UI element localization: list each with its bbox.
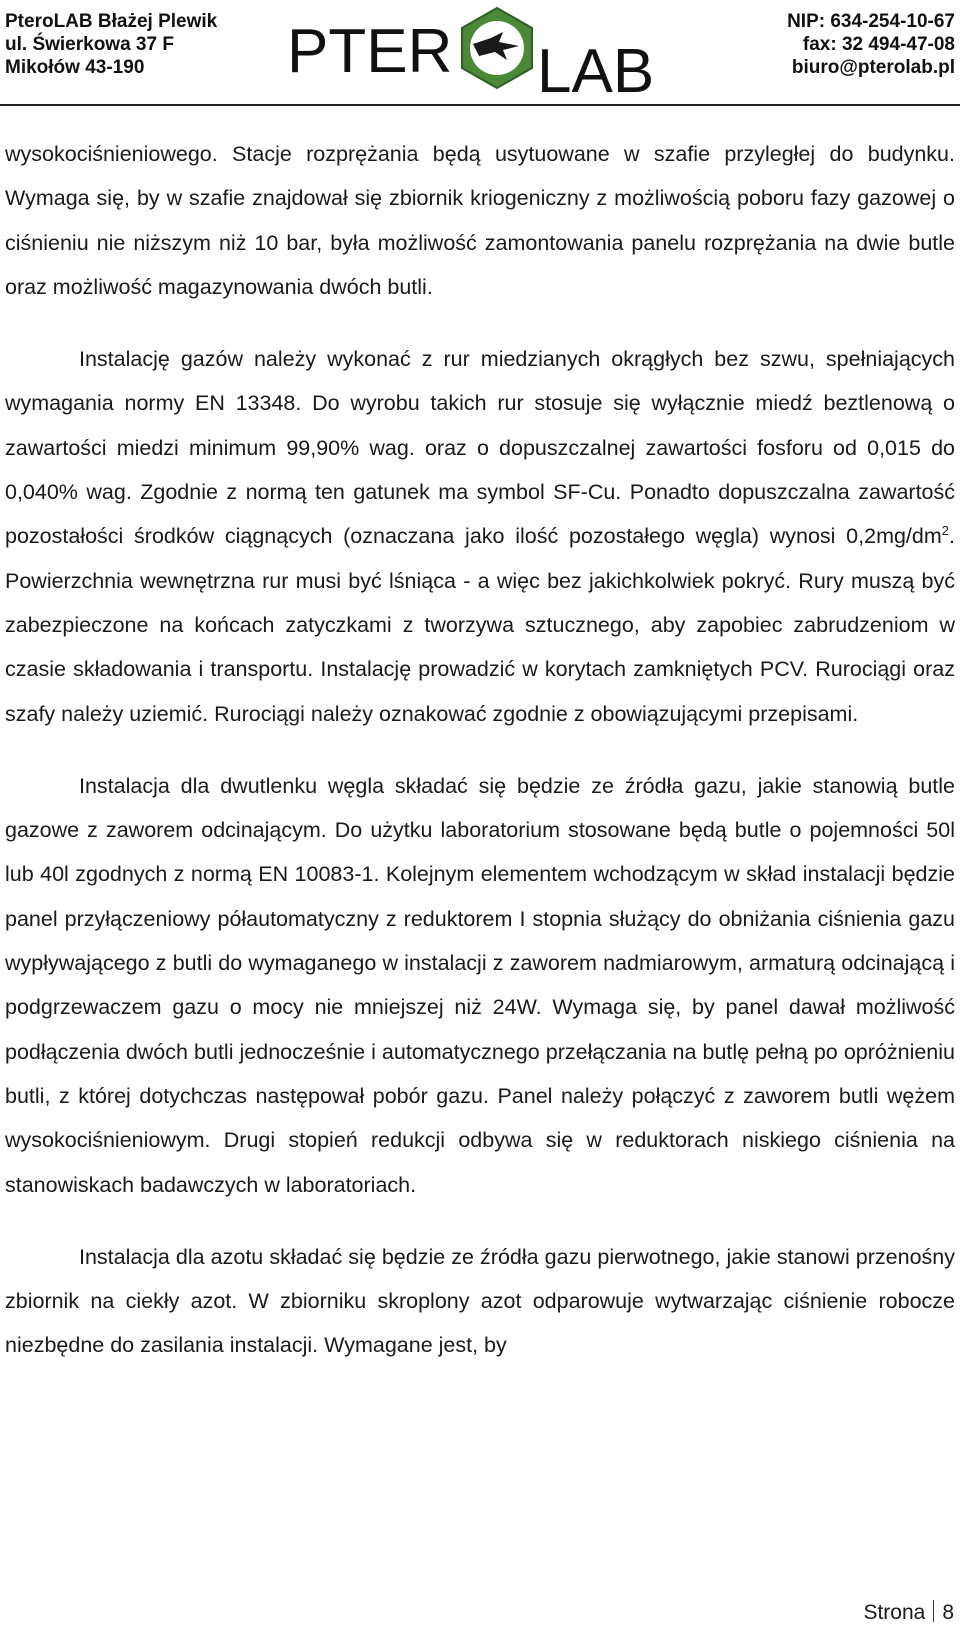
company-fax: fax: 32 494-47-08 bbox=[802, 34, 955, 55]
document-body bbox=[5, 132, 955, 1396]
company-name: PteroLAB Błażej Plewik bbox=[5, 11, 218, 32]
company-address bbox=[5, 10, 217, 79]
paragraph-4: Instalacja dla azotu składać się będzie ze źródła gazu pierwotnego, jakie stanowi przenośny zbiornik na ciekły azot. W zbiorniku skroplony azot odparowuje wytwarzając ciśnienie robocze niezbędne do zasilania instalacji. Wymagane jest, by bbox=[5, 1244, 955, 1358]
logo-hexagon-icon bbox=[462, 8, 532, 88]
company-nip: NIP: 634-254-10-67 bbox=[787, 11, 955, 32]
logo-text-left: PTER bbox=[287, 17, 453, 86]
paragraph-2-text-a: Instalację gazów należy wykonać z rur miedzianych okrągłych bez szwu, spełniających wymagania normy EN 13348. Do wyrobu takich rur stosuje się wyłącznie miedź beztlenową o zawartości miedzi minimum 99,90% wag. oraz o dopuszczalnej zawartości fosforu od 0,015 do 0,040% wag. Zgodnie z normą ten gatunek ma symbol SF-Cu. Ponadto dopuszczalna zawartość pozostałości środków ciągnących (oznaczana jako ilość pozostałego węgla) wynosi 0,2mg/dm bbox=[5, 347, 955, 549]
company-email: biuro@pterolab.pl bbox=[791, 57, 955, 78]
paragraph-2-text-b: . Powierzchnia wewnętrzna rur musi być lśniąca - a więc bez jakichkolwiek pokryć. Rury muszą być zabezpieczone na końcach zatyczkami z tworzywa sztucznego, aby zapobiec zabrudzeniom w czasie składowania i transportu. Instalację prowadzić w korytach zamkniętych PCV. Rurociągi oraz szafy należy uziemić. Rurociągi należy oznakować zgodnie z obowiązującymi przepisami. bbox=[5, 524, 955, 726]
company-street: ul. Świerkowa 37 F bbox=[5, 34, 174, 55]
superscript-2: 2 bbox=[941, 523, 950, 539]
paragraph-3: Instalacja dla dwutlenku węgla składać się będzie ze źródła gazu, jakie stanowią butle gazowe z zaworem odcinającym. Do użytku laboratorium stosowane będą butle o pojemności 50l lub 40l zgodnych z normą EN 10083-1. Kolejnym elementem wchodzącym w skład instalacji będzie panel przyłączeniowy półautomatyczny z reduktorem I stopnia służący do obniżania ciśnienia gazu wypływającego z butli do wymaganego w instalacji z zaworem nadmiarowym, armaturą odcinającą i podgrzewaczem gazu o mocy nie mniejszej niż 24W. Wymaga się, by panel dawał możliwość podłączenia dwóch butli jednocześnie i automatycznego przełączania na butlę pełną po opróżnieniu butli, z której dotychczas następował pobór gazu. Panel należy połączyć z zaworem butli wężem wysokociśnieniowym. Drugi stopień redukcji odbywa się w reduktorach niskiego ciśnienia na stanowiskach badawczych w laboratoriach. bbox=[5, 773, 955, 1197]
company-contact bbox=[787, 10, 955, 79]
page-header bbox=[0, 0, 960, 108]
page-footer bbox=[863, 1600, 954, 1625]
pterolab-logo bbox=[285, 4, 725, 94]
company-city: Mikołów 43-190 bbox=[5, 57, 145, 78]
page-separator bbox=[933, 1600, 934, 1622]
page-number: 8 bbox=[942, 1601, 954, 1624]
paragraph-1: wysokociśnieniowego. Stacje rozprężania będą usytuowane w szafie przyległej do budynku. Wymaga się, by w szafie znajdował się zbiornik kriogeniczny z możliwością poboru fazy gazowej o ciśnieniu nie niższym niż 10 bar, była możliwość zamontowania panelu rozprężania na dwie butle oraz możliwość magazynowania dwóch butli. bbox=[5, 142, 955, 299]
logo-text-right: LAB bbox=[537, 37, 655, 94]
page-label: Strona bbox=[863, 1601, 926, 1624]
paragraph-2 bbox=[5, 337, 955, 736]
header-divider bbox=[0, 104, 960, 106]
